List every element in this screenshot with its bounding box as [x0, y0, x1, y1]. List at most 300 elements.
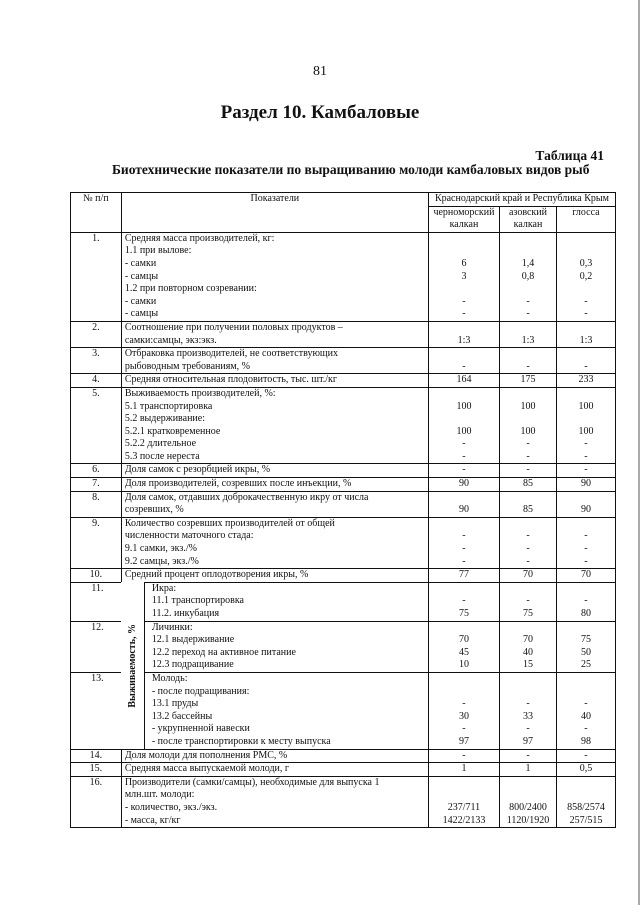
value-black-sea-turbot-line	[432, 348, 496, 361]
value-flounder	[556, 776, 615, 827]
value-azov-turbot	[500, 232, 557, 321]
value-black-sea-turbot-line: -	[462, 595, 466, 607]
value-azov-turbot-line: -	[526, 543, 530, 555]
value-azov-turbot-line: -	[526, 749, 530, 761]
value-flounder	[556, 464, 615, 478]
value-flounder-line: 80	[580, 608, 591, 619]
row-number-line: 11.	[91, 582, 104, 594]
value-azov-turbot-line: 1:3	[521, 334, 535, 346]
row-number-line: 1.	[92, 232, 100, 244]
row-number	[71, 776, 122, 827]
value-azov-turbot-line	[503, 245, 553, 258]
value-azov-turbot-line	[503, 686, 553, 699]
value-flounder-line: -	[584, 530, 588, 542]
value-flounder-line	[560, 388, 612, 401]
value-flounder-line: -	[584, 464, 588, 476]
table-row	[71, 374, 616, 388]
row-indicator-line: рыбоводным требованиям, %	[124, 360, 250, 372]
row-number-line: 16.	[89, 776, 103, 788]
value-black-sea-turbot	[428, 232, 499, 321]
value-azov-turbot-line	[503, 518, 553, 531]
row-number-line: 4.	[92, 374, 100, 386]
value-azov-turbot-line: 85	[522, 504, 533, 516]
value-black-sea-turbot-line	[432, 492, 496, 505]
value-black-sea-turbot-line	[432, 789, 496, 802]
row-number	[71, 374, 122, 388]
row-number-line: 15.	[89, 763, 103, 775]
value-flounder-line: 1:3	[579, 334, 593, 346]
row-number	[71, 582, 122, 621]
table-row	[71, 232, 616, 321]
row-indicator	[121, 517, 428, 568]
section-title: Раздел 10. Камбаловые	[220, 102, 420, 123]
row-indicator	[121, 763, 428, 777]
value-black-sea-turbot-line: -	[462, 555, 466, 567]
value-flounder-line: -	[584, 595, 588, 607]
row-indicator-line: Личинки:	[151, 621, 193, 633]
row-indicator-line: Выживаемость производителей, %:	[124, 387, 276, 399]
value-azov-turbot-line	[503, 622, 553, 635]
value-azov-turbot-line: 75	[522, 608, 533, 619]
row-indicator-line: Доля производителей, созревших после инъекции, %	[124, 478, 352, 490]
row-indicator	[121, 321, 428, 347]
value-azov-turbot-line	[503, 388, 553, 401]
value-azov-turbot-line: 33	[522, 710, 533, 722]
value-flounder-line	[560, 492, 612, 505]
row-indicator-line: Соотношение при получении половых продуктов –	[124, 321, 343, 333]
value-black-sea-turbot-line: 1	[461, 763, 467, 775]
value-azov-turbot-line	[503, 789, 553, 802]
value-flounder-line: 90	[580, 504, 591, 516]
value-flounder-line	[560, 686, 612, 699]
value-black-sea-turbot-line	[432, 233, 496, 246]
row-number-line: 6.	[92, 464, 100, 476]
row-indicator-line: 5.2.2 длительное	[124, 438, 197, 450]
row-indicator-line: - количество, экз./экз.	[124, 801, 218, 813]
row-indicator-line: 9.2 самцы, экз./%	[124, 555, 199, 567]
row-number-line: 14.	[89, 749, 103, 761]
row-indicator-line: численности маточного стада:	[124, 530, 254, 542]
value-azov-turbot-line: 1	[525, 763, 531, 775]
row-indicator	[121, 478, 428, 492]
value-black-sea-turbot-line: 6	[461, 257, 467, 269]
value-black-sea-turbot-line	[432, 583, 496, 596]
value-black-sea-turbot-line: 97	[458, 735, 469, 747]
row-indicator-line: 13.2 бассейны	[151, 710, 213, 722]
value-azov-turbot	[500, 621, 557, 672]
value-azov-turbot-line	[503, 413, 553, 426]
value-azov-turbot-line: 0,8	[521, 270, 535, 282]
value-azov-turbot	[500, 387, 557, 464]
value-flounder-line: 90	[580, 478, 591, 490]
value-flounder-line: 233	[578, 374, 594, 386]
value-black-sea-turbot-line: -	[462, 450, 466, 462]
value-black-sea-turbot	[428, 749, 499, 763]
value-flounder	[556, 582, 615, 621]
value-black-sea-turbot-line	[432, 413, 496, 426]
row-indicator-line: 9.1 самки, экз./%	[124, 543, 197, 555]
value-flounder	[556, 749, 615, 763]
value-black-sea-turbot-line: 100	[456, 425, 472, 437]
row-number	[71, 672, 122, 749]
row-indicator-line: 12.1 выдерживание	[151, 634, 235, 646]
value-flounder	[556, 672, 615, 749]
value-azov-turbot-line: -	[526, 555, 530, 567]
value-black-sea-turbot	[428, 763, 499, 777]
value-flounder-line	[560, 673, 612, 686]
row-number	[71, 621, 122, 672]
row-indicator-line: Молодь:	[151, 672, 188, 684]
value-flounder-line: 0,2	[579, 270, 593, 282]
value-flounder-line: 25	[580, 659, 591, 671]
value-flounder-line	[560, 518, 612, 531]
value-black-sea-turbot-line: 90	[458, 478, 469, 490]
value-black-sea-turbot-line	[432, 388, 496, 401]
value-black-sea-turbot-line: -	[462, 295, 466, 307]
value-black-sea-turbot	[428, 491, 499, 517]
value-black-sea-turbot	[428, 374, 499, 388]
value-flounder-line: -	[584, 438, 588, 450]
row-number	[71, 387, 122, 464]
value-flounder	[556, 374, 615, 388]
value-flounder-line: -	[584, 555, 588, 567]
value-flounder	[556, 348, 615, 374]
row-number	[71, 749, 122, 763]
value-azov-turbot	[500, 517, 557, 568]
row-indicator-line: - самцы	[124, 270, 159, 282]
value-black-sea-turbot-line: -	[462, 749, 466, 761]
row-number-line: 12.	[91, 621, 104, 633]
value-azov-turbot	[500, 763, 557, 777]
row-indicator-line: - самцы	[124, 308, 159, 320]
value-flounder	[556, 232, 615, 321]
value-black-sea-turbot-line: 237/711	[447, 801, 481, 813]
value-flounder-line	[560, 777, 612, 790]
value-azov-turbot-line	[503, 233, 553, 246]
value-azov-turbot-line: 70	[522, 634, 533, 646]
value-black-sea-turbot	[428, 776, 499, 827]
value-azov-turbot-line: 100	[520, 425, 536, 437]
row-indicator-line: Доля молоди для пополнения РМС, %	[124, 749, 288, 761]
value-black-sea-turbot-line: 164	[456, 374, 472, 386]
row-indicator	[121, 464, 428, 478]
table-row	[71, 464, 616, 478]
row-indicator-line: Средняя масса выпускаемой молоди, г	[124, 763, 290, 775]
value-flounder-line	[560, 348, 612, 361]
value-flounder-line	[560, 622, 612, 635]
value-azov-turbot	[500, 348, 557, 374]
header-row	[71, 193, 616, 207]
value-azov-turbot	[500, 464, 557, 478]
row-number	[71, 464, 122, 478]
row-indicator-line: 5.2 выдерживание:	[124, 413, 206, 425]
header-col-azov-turbot: азовский калкан	[500, 206, 557, 232]
row-indicator-line: 11.1 транспортировка	[151, 595, 244, 607]
table-row	[71, 348, 616, 374]
row-number	[71, 232, 122, 321]
value-flounder-line: 98	[580, 735, 591, 747]
value-azov-turbot-line: 15	[522, 659, 533, 671]
value-azov-turbot-line	[503, 322, 553, 335]
row-indicator-line: Икра:	[151, 582, 177, 594]
header-col-flounder: глосса	[556, 206, 615, 232]
value-flounder	[556, 478, 615, 492]
value-black-sea-turbot-line: -	[462, 438, 466, 450]
value-black-sea-turbot-line	[432, 777, 496, 790]
row-indicator-line: Средний процент оплодотворения икры, %	[124, 569, 309, 581]
row-indicator-line: 5.1 транспортировка	[124, 400, 213, 412]
table-row	[71, 491, 616, 517]
value-azov-turbot-line	[503, 492, 553, 505]
value-black-sea-turbot-line	[432, 673, 496, 686]
value-black-sea-turbot-line: -	[462, 723, 466, 735]
row-indicator-line: - после транспортировки к месту выпуска	[151, 735, 331, 747]
value-flounder	[556, 387, 615, 464]
row-indicator	[121, 387, 428, 464]
value-black-sea-turbot-line	[432, 283, 496, 296]
value-black-sea-turbot-line: 100	[456, 400, 472, 412]
header-region: Краснодарский край и Республика Крым	[428, 193, 615, 207]
value-flounder-line: -	[584, 723, 588, 735]
value-black-sea-turbot-line: 70	[458, 634, 469, 646]
value-black-sea-turbot-line: -	[462, 360, 466, 372]
value-flounder-line	[560, 233, 612, 246]
value-black-sea-turbot	[428, 569, 499, 583]
row-indicator-line: 5.3 после нереста	[124, 450, 200, 462]
value-black-sea-turbot-line: 1:3	[457, 334, 471, 346]
row-number-line: 3.	[92, 348, 100, 360]
row-indicator	[121, 348, 428, 374]
value-azov-turbot-line	[503, 283, 553, 296]
header-col-black-sea-turbot: черноморский калкан	[428, 206, 499, 232]
value-flounder-line	[560, 283, 612, 296]
row-indicator	[121, 749, 428, 763]
value-black-sea-turbot	[428, 348, 499, 374]
table-row	[71, 749, 616, 763]
value-flounder-line: -	[584, 295, 588, 307]
value-black-sea-turbot-line	[432, 245, 496, 258]
value-flounder-line	[560, 789, 612, 802]
row-indicator-line: Доля самок, отдавших доброкачественную икру от числа	[124, 491, 369, 503]
value-black-sea-turbot	[428, 582, 499, 621]
value-black-sea-turbot	[428, 464, 499, 478]
row-indicator	[121, 569, 428, 583]
row-indicator-line: 1.2 при повторном созревании:	[124, 283, 257, 295]
row-indicator-line: самки:самцы, экз:экз.	[124, 334, 217, 346]
row-indicator-line: 1.1 при вылове:	[124, 245, 192, 257]
value-black-sea-turbot	[428, 672, 499, 749]
row-indicator-line: - самки	[124, 295, 157, 307]
row-indicator	[121, 232, 428, 321]
value-azov-turbot	[500, 321, 557, 347]
value-azov-turbot-line: 70	[522, 569, 533, 581]
row-indicator-line: 5.2.1 кратковременное	[124, 425, 221, 437]
value-flounder	[556, 491, 615, 517]
value-azov-turbot	[500, 672, 557, 749]
table-row	[71, 672, 616, 749]
row-indicator	[121, 582, 428, 621]
value-azov-turbot-line: 85	[522, 478, 533, 490]
value-azov-turbot-line: -	[526, 360, 530, 372]
table-row	[71, 517, 616, 568]
value-black-sea-turbot-line	[432, 686, 496, 699]
row-number	[71, 491, 122, 517]
value-flounder-line	[560, 413, 612, 426]
row-indicator-line: - масса, кг/кг	[124, 814, 181, 826]
value-flounder-line: -	[584, 450, 588, 462]
value-flounder-line: 70	[580, 569, 591, 581]
value-azov-turbot-line: -	[526, 438, 530, 450]
value-black-sea-turbot-line: 90	[458, 504, 469, 516]
value-azov-turbot-line: 175	[520, 374, 536, 386]
value-azov-turbot	[500, 478, 557, 492]
value-flounder	[556, 621, 615, 672]
value-black-sea-turbot-line: 45	[458, 646, 469, 658]
value-flounder-line: 100	[578, 400, 594, 412]
row-number	[71, 517, 122, 568]
value-azov-turbot-line: 1120/1920	[506, 814, 550, 826]
row-indicator	[121, 672, 428, 749]
header-num: № п/п	[71, 193, 122, 233]
table-caption: Биотехнические показатели по выращиванию молоди камбаловых видов рыб	[112, 162, 590, 177]
value-azov-turbot-line: -	[526, 464, 530, 476]
value-azov-turbot	[500, 776, 557, 827]
value-black-sea-turbot-line: -	[462, 464, 466, 476]
value-azov-turbot	[500, 582, 557, 621]
value-flounder-line	[560, 583, 612, 596]
value-black-sea-turbot-line: 77	[458, 569, 469, 581]
value-flounder-line	[560, 322, 612, 335]
value-flounder-line: 75	[580, 634, 591, 646]
value-azov-turbot-line: -	[526, 595, 530, 607]
row-indicator-line: - после подращивания:	[151, 685, 250, 697]
value-azov-turbot-line: -	[526, 295, 530, 307]
value-black-sea-turbot-line: -	[462, 698, 466, 710]
survival-label-text: Выживаемость, %	[127, 623, 139, 708]
value-azov-turbot-line: 100	[520, 400, 536, 412]
table-row	[71, 478, 616, 492]
row-indicator	[121, 776, 428, 827]
row-number	[71, 763, 122, 777]
value-azov-turbot-line: -	[526, 698, 530, 710]
value-black-sea-turbot	[428, 478, 499, 492]
row-indicator-line: млн.шт. молоди:	[124, 789, 195, 801]
table-row	[71, 763, 616, 777]
value-flounder-line: -	[584, 543, 588, 555]
row-number-line: 2.	[92, 321, 100, 333]
table-row	[71, 387, 616, 464]
value-black-sea-turbot-line: 75	[458, 608, 469, 619]
table-row	[71, 569, 616, 583]
row-number-line: 7.	[92, 478, 100, 490]
row-indicator-line: 13.1 пруды	[151, 698, 199, 710]
value-azov-turbot-line	[503, 348, 553, 361]
value-flounder-line: 0,5	[579, 763, 593, 775]
table-row	[71, 776, 616, 827]
survival-vertical-label	[121, 582, 145, 749]
value-black-sea-turbot-line: 3	[461, 270, 467, 282]
value-flounder-line: 0,3	[579, 257, 593, 269]
row-indicator-line: Количество созревших производителей от общей	[124, 517, 335, 529]
value-black-sea-turbot-line: -	[462, 543, 466, 555]
header-indicator: Показатели	[121, 193, 428, 233]
value-azov-turbot-line: -	[526, 723, 530, 735]
value-black-sea-turbot-line: 10	[458, 659, 469, 671]
value-flounder-line: -	[584, 360, 588, 372]
row-indicator-line: 11.2. инкубация	[151, 608, 220, 619]
value-azov-turbot	[500, 749, 557, 763]
value-azov-turbot-line: -	[526, 308, 530, 320]
value-black-sea-turbot-line: 30	[458, 710, 469, 722]
biotech-table	[70, 192, 616, 828]
value-flounder-line: 858/2574	[567, 801, 605, 813]
value-azov-turbot-line: -	[526, 530, 530, 542]
value-azov-turbot-line	[503, 583, 553, 596]
value-flounder-line: -	[584, 698, 588, 710]
row-number-line: 13.	[91, 672, 104, 684]
value-flounder-line: -	[584, 308, 588, 320]
row-number-line: 10.	[89, 569, 103, 581]
row-number-line: 5.	[92, 387, 100, 399]
row-indicator-line: 12.2 переход на активное питание	[151, 646, 296, 658]
value-black-sea-turbot-line: -	[462, 530, 466, 542]
value-flounder	[556, 569, 615, 583]
value-black-sea-turbot	[428, 387, 499, 464]
value-flounder	[556, 763, 615, 777]
value-azov-turbot-line: 1,4	[521, 257, 535, 269]
row-indicator	[121, 374, 428, 388]
row-number	[71, 569, 122, 583]
value-black-sea-turbot-line	[432, 622, 496, 635]
value-azov-turbot	[500, 491, 557, 517]
value-black-sea-turbot-line: -	[462, 308, 466, 320]
row-indicator-line: Средняя масса производителей, кг:	[124, 232, 275, 244]
value-black-sea-turbot	[428, 517, 499, 568]
value-flounder-line	[560, 245, 612, 258]
value-azov-turbot-line: -	[526, 450, 530, 462]
value-black-sea-turbot-line	[432, 322, 496, 335]
table-label: Таблица 41	[535, 148, 604, 163]
value-flounder	[556, 321, 615, 347]
row-indicator-line: 12.3 подращивание	[151, 659, 234, 671]
value-flounder-line: -	[584, 749, 588, 761]
value-azov-turbot-line: 40	[522, 646, 533, 658]
value-black-sea-turbot-line: 1422/2133	[442, 814, 486, 826]
value-azov-turbot-line: 97	[522, 735, 533, 747]
row-indicator-line: Доля самок с резорбцией икры, %	[124, 464, 271, 476]
value-black-sea-turbot	[428, 621, 499, 672]
row-indicator-line: созревших, %	[124, 504, 184, 516]
row-number-line: 8.	[92, 491, 100, 503]
table-row	[71, 621, 616, 672]
value-flounder-line: 40	[580, 710, 591, 722]
page-number: 81	[313, 64, 327, 79]
value-azov-turbot	[500, 569, 557, 583]
row-number	[71, 348, 122, 374]
table-row	[71, 321, 616, 347]
row-indicator	[121, 491, 428, 517]
value-azov-turbot	[500, 374, 557, 388]
value-flounder-line: 100	[578, 425, 594, 437]
value-black-sea-turbot-line	[432, 518, 496, 531]
value-flounder-line: 257/515	[569, 814, 603, 826]
value-flounder	[556, 517, 615, 568]
row-indicator-line: Производители (самки/самцы), необходимые для выпуска 1	[124, 776, 380, 788]
row-number	[71, 321, 122, 347]
value-azov-turbot-line: 800/2400	[509, 801, 547, 813]
row-indicator	[121, 621, 428, 672]
row-number	[71, 478, 122, 492]
